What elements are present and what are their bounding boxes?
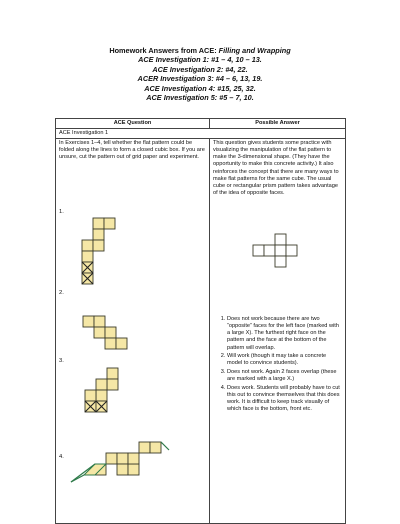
answer-list bbox=[213, 316, 342, 414]
net-square bbox=[253, 245, 264, 256]
net-figure-2 bbox=[79, 302, 149, 352]
net-square bbox=[275, 245, 286, 256]
section-row bbox=[56, 129, 346, 139]
answer-intro: This question gives students some practice with visualizing the manipulation of the flat pattern to make the 3-dimensional shape. (They have the opportunity to make this concrete activity.) It also reinforces the concept that there are many ways to make flat patterns for the same cube. The usual cube or rectangular prism pattern takes advantage of the idea of opposite faces. bbox=[213, 140, 339, 196]
net-square bbox=[275, 256, 286, 267]
page-header bbox=[40, 46, 360, 102]
net-square bbox=[139, 442, 150, 453]
exercise-number-4: 4. bbox=[59, 454, 64, 461]
net-square bbox=[104, 218, 115, 229]
header-title-italic: Filling and Wrapping bbox=[218, 46, 291, 55]
header-assign-2: ACE Investigation 2: #4, 22. bbox=[152, 64, 248, 74]
net-figure-4 bbox=[65, 436, 175, 492]
net-square bbox=[150, 442, 161, 453]
net-square bbox=[85, 390, 96, 401]
exercise-prompt: In Exercises 1–4, tell whether the flat pattern could be folded along the lines to form a closed cubic box. If you are unsure, cut the pattern out of grid paper and experiment. bbox=[59, 140, 205, 161]
table-row bbox=[56, 139, 346, 524]
net-square bbox=[94, 316, 105, 327]
net-square bbox=[105, 327, 116, 338]
net-square bbox=[96, 379, 107, 390]
net-square bbox=[275, 234, 286, 245]
net-square bbox=[96, 390, 107, 401]
net-square bbox=[93, 229, 104, 240]
header-title bbox=[40, 46, 360, 55]
column-header-answer: Possible Answer bbox=[210, 119, 346, 129]
answer-item-4: 4. Does work. Students will probably have to cut this out to convince themselves that this does work. It is difficult to keep track visually of which face is the bottom, front etc. bbox=[227, 385, 342, 413]
cube-net-diagram bbox=[243, 228, 315, 274]
net-square bbox=[117, 464, 128, 475]
net-square bbox=[105, 338, 116, 349]
header-assign-3: ACER Investigation 3: #4 – 6, 13, 19. bbox=[137, 74, 263, 84]
diagonal-edge-line bbox=[71, 475, 84, 482]
answer-item-2: 2. Will work (though it may take a concrete model to convince students). bbox=[227, 353, 342, 367]
net-square bbox=[286, 245, 297, 256]
question-cell bbox=[56, 139, 210, 524]
net-square bbox=[107, 379, 118, 390]
net-square bbox=[106, 453, 117, 464]
net-square bbox=[82, 240, 93, 251]
exercise-number-1: 1. bbox=[59, 209, 64, 216]
net-square bbox=[93, 218, 104, 229]
net-square bbox=[117, 453, 128, 464]
net-square bbox=[82, 251, 93, 262]
answer-item-1: 1. Does not work because there are two “opposite” faces for the left face (marked with a large X). The furthest right face on the pattern and the face at the bottom of the pattern will overlap. bbox=[227, 316, 342, 351]
net-square bbox=[116, 338, 127, 349]
net-square bbox=[264, 245, 275, 256]
net-square bbox=[93, 240, 104, 251]
net-figure-1 bbox=[71, 216, 131, 292]
header-assign-4: ACE Investigation 4: #15, 25, 32. bbox=[144, 83, 256, 93]
answer-item-3: 3. Does not work. Again 2 faces overlap (these are marked with a large X.) bbox=[227, 369, 342, 383]
exercise-number-2: 2. bbox=[59, 290, 64, 297]
header-assign-5: ACE Investigation 5: #5 – 7, 10. bbox=[146, 93, 254, 103]
column-header-question: ACE Question bbox=[56, 119, 210, 129]
answers-table bbox=[55, 118, 346, 524]
net-square bbox=[107, 368, 118, 379]
net-square bbox=[94, 327, 105, 338]
net-square bbox=[128, 464, 139, 475]
net-square bbox=[83, 316, 94, 327]
header-title-prefix: Homework Answers from ACE: bbox=[109, 46, 219, 55]
section-label: ACE Investigation 1 bbox=[56, 129, 346, 139]
answer-cell bbox=[210, 139, 346, 524]
diagonal-edge-line bbox=[161, 442, 169, 450]
net-square bbox=[128, 453, 139, 464]
table-header-row bbox=[56, 119, 346, 129]
net-figure-3 bbox=[71, 364, 141, 416]
exercise-number-3: 3. bbox=[59, 358, 64, 365]
header-assign-1: ACE Investigation 1: #1 – 4, 10 – 13. bbox=[138, 55, 262, 65]
